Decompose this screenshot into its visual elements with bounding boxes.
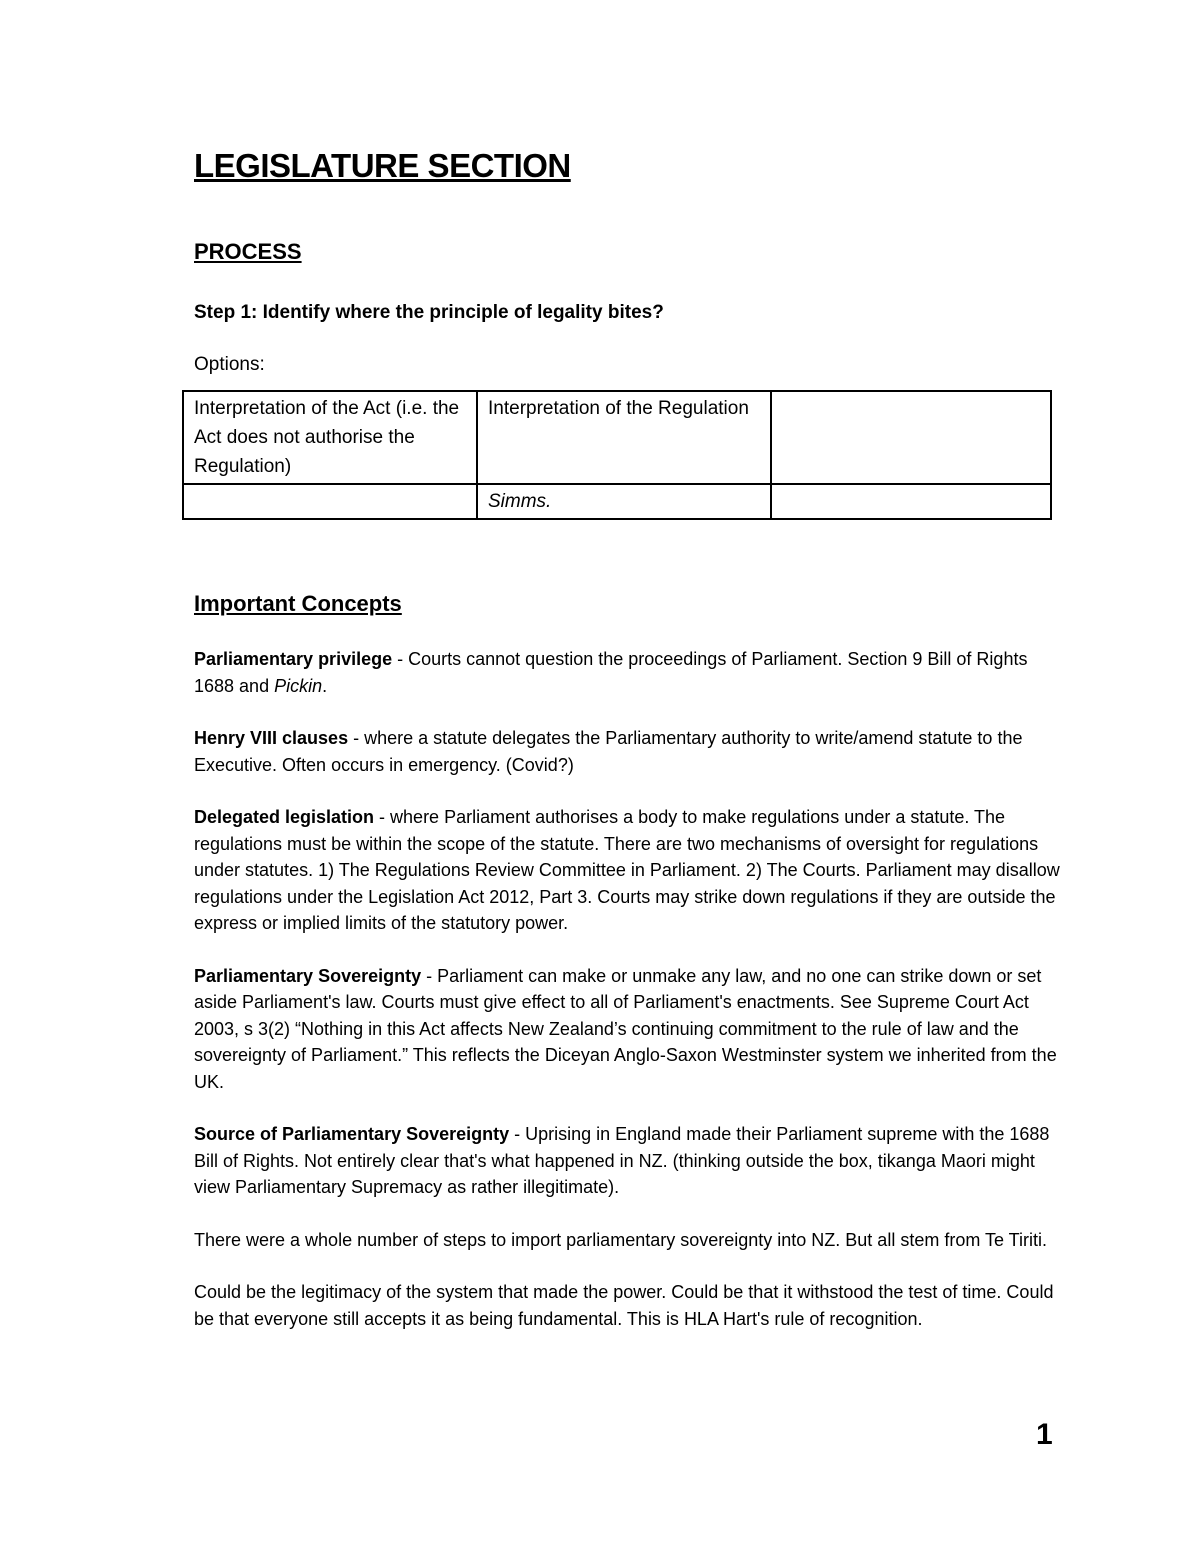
concept-term: Henry VIII clauses [194, 728, 349, 748]
process-heading: PROCESS [194, 239, 302, 264]
case-name: Pickin [274, 675, 323, 696]
concept-term: Parliamentary Sovereignty [194, 965, 422, 986]
concept-paragraph [194, 963, 1064, 1096]
options-table [182, 390, 1052, 520]
concept-term: Delegated legislation [194, 807, 375, 827]
table-cell: Interpretation of the Act (i.e. the Act does not authorise the Regulation) [183, 391, 477, 484]
concept-tail: . [322, 675, 328, 696]
concept-paragraph [194, 1121, 1064, 1201]
step-1-text: Step 1: Identify where the principle of legality bites? [194, 302, 664, 323]
concepts-section [194, 590, 1064, 1358]
concept-text: - Parliament can make or unmake any law, and no one can strike down or set aside Parliament's law. Courts must give effect to all of Parliament's enactments. See Supreme Court Act 2003, s 3(2) “Nothing in this Act affects New Zealand’s continuing commitment to the rule of law and the sovereignty of Parliament.” This reflects the Diceyan Anglo-Saxon Westminster system we inherited from the UK. [194, 965, 1057, 1092]
page-title: LEGISLATURE SECTION [194, 147, 571, 184]
concept-text: - where a statute delegates the Parliamentary authority to write/amend statute to the Executive. Often occurs in emergency. (Covid?) [194, 728, 1023, 775]
body-paragraph: There were a whole number of steps to import parliamentary sovereignty into NZ. But all stem from Te Tiriti. [194, 1229, 1048, 1250]
concept-text: - where Parliament authorises a body to make regulations under a statute. The regulations must be within the scope of the statute. There are two mechanisms of oversight for regulations under statutes. 1) The Regulations Review Committee in Parliament. 2) The Courts. Parliament may disallow regulations under the Legislation Act 2012, Part 3. Courts may strike down regulations if they are outside the express or implied limits of the statutory power. [194, 807, 1060, 933]
concept-term: Parliamentary privilege [194, 649, 393, 669]
document-header [194, 146, 1056, 378]
concepts-heading: Important Concepts [194, 591, 402, 616]
table-cell [771, 484, 1051, 519]
table-cell [771, 391, 1051, 484]
concept-text: - Courts cannot question the proceedings of Parliament. Section 9 Bill of Rights 1688 and [194, 649, 1028, 696]
page-number: 1 [1036, 1418, 1053, 1451]
body-paragraph: Could be the legitimacy of the system that made the power. Could be that it withstood the test of time. Could be that everyone still accepts it as being fundamental. This is HLA Hart's rule of recognition. [194, 1282, 1054, 1329]
table-cell: Simms. [477, 484, 771, 519]
table-cell: Interpretation of the Regulation [477, 391, 771, 484]
concept-term: Source of Parliamentary Sovereignty [194, 1124, 510, 1144]
table-row [183, 391, 1051, 484]
concept-paragraph [194, 646, 1064, 699]
concept-paragraph [194, 725, 1064, 778]
options-label: Options: [194, 354, 265, 375]
table-cell [183, 484, 477, 519]
table-row [183, 484, 1051, 519]
concept-text: - Uprising in England made their Parliament supreme with the 1688 Bill of Rights. Not entirely clear that's what happened in NZ. (thinking outside the box, tikanga Maori might view Parliamentary Supremacy as rather illegitimate). [194, 1124, 1050, 1197]
concept-paragraph [194, 804, 1064, 937]
